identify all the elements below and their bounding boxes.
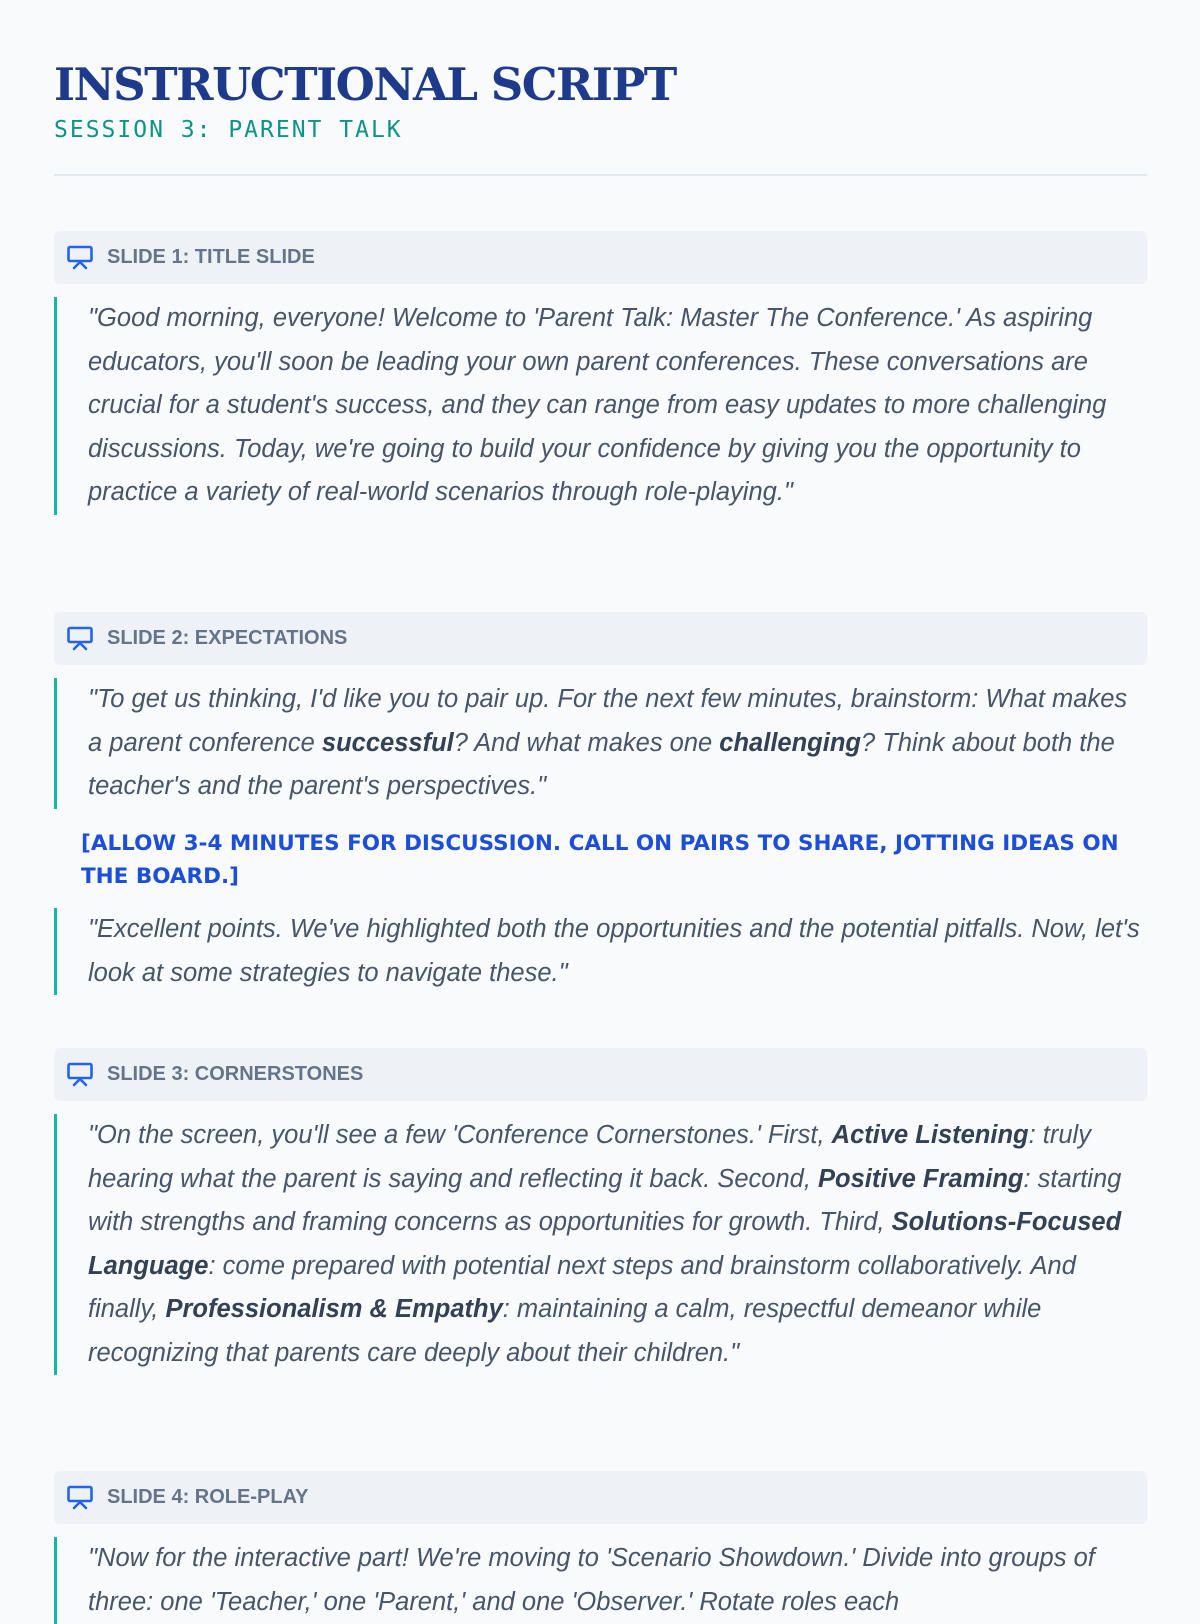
presentation-icon xyxy=(66,1484,94,1510)
quote-text: : maintaining a calm, respectful demeanor while recognizing that parents care deeply about their children." xyxy=(88,1295,1042,1367)
quote-text: ? Think about both the teacher's and the parent's perspectives." xyxy=(88,728,1115,800)
slide-2-header xyxy=(54,612,1147,665)
quote-text: : truly hearing what the parent is saying and reflecting it back. Second, xyxy=(88,1121,1091,1193)
slide-2-followup-quote: "Excellent points. We've highlighted both the opportunities and the potential pitfalls. Now, let's look at some strategies to navigate these." xyxy=(54,908,1147,995)
slide-4-label: SLIDE 4: ROLE-PLAY xyxy=(107,1486,309,1508)
page-title: INSTRUCTIONAL SCRIPT xyxy=(54,58,676,111)
presentation-icon xyxy=(66,244,94,270)
slide-4-script-quote: "Now for the interactive part! We're moving to 'Scenario Showdown.' Divide into groups of three: one 'Teacher,' one 'Parent,' and one 'Observer.' Rotate roles each xyxy=(54,1537,1147,1624)
emphasis-professionalism: Professionalism & Empathy xyxy=(165,1295,503,1323)
slide-1-script-quote: "Good morning, everyone! Welcome to 'Parent Talk: Master The Conference.' As aspiring educators, you'll soon be leading your own parent conferences. These conversations are crucial for a student's success, and they can range from easy updates to more challenging discussions. Today, we're going to build your confidence by giving you the opportunity to practice a variety of real-world scenarios through role-playing." xyxy=(54,297,1147,515)
quote-text: "On the screen, you'll see a few 'Conference Cornerstones.' First, xyxy=(88,1121,832,1149)
emphasis-challenging: challenging xyxy=(719,728,861,757)
slide-4-header xyxy=(54,1471,1147,1524)
quote-text: "To get us thinking, I'd like you to pair up. For the next few minutes, brainstorm: What makes a parent conference xyxy=(88,685,1128,757)
slide-3-script-quote xyxy=(54,1114,1147,1375)
header-divider xyxy=(54,174,1147,176)
session-subtitle: SESSION 3: PARENT TALK xyxy=(54,117,403,143)
emphasis-solutions-focused: Solutions-Focused Language xyxy=(88,1208,1122,1280)
slide-1-label: SLIDE 1: TITLE SLIDE xyxy=(107,246,315,268)
slide-3-header xyxy=(54,1048,1147,1101)
slide-1-header xyxy=(54,231,1147,284)
presentation-icon xyxy=(66,625,94,651)
quote-text: ? And what makes one xyxy=(453,728,720,757)
emphasis-successful: successful xyxy=(321,728,454,757)
presentation-icon xyxy=(66,1061,94,1087)
emphasis-positive-framing: Positive Framing xyxy=(818,1164,1024,1193)
emphasis-active-listening: Active Listening xyxy=(831,1121,1029,1149)
slide-2-label: SLIDE 2: EXPECTATIONS xyxy=(107,627,348,649)
quote-text: : come prepared with potential next steps and brainstorm collaboratively. And finally, xyxy=(88,1251,1076,1323)
stage-direction: [ALLOW 3-4 MINUTES FOR DISCUSSION. CALL ON PAIRS TO SHARE, JOTTING IDEAS ON THE BOARD.] xyxy=(81,831,1119,889)
slide-2-script-quote xyxy=(54,678,1147,809)
slide-3-label: SLIDE 3: CORNERSTONES xyxy=(107,1063,364,1085)
quote-text: : starting with strengths and framing concerns as opportunities for growth. Third, xyxy=(88,1164,1122,1236)
